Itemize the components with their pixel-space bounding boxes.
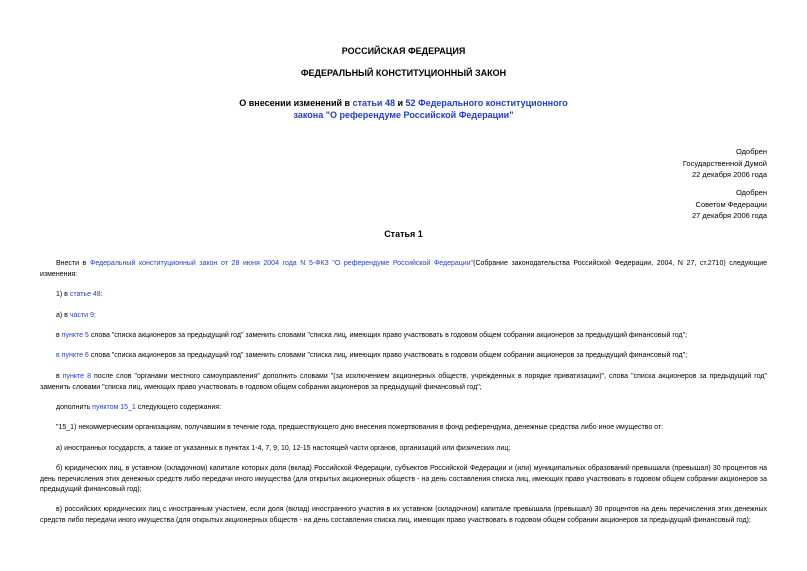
link-point-6[interactable]: в пункте 6 xyxy=(56,352,89,359)
approval-council-line1: Одобрен xyxy=(736,188,767,197)
p4-pre: в xyxy=(56,332,62,339)
link-point-8[interactable]: пункте 8 xyxy=(62,373,91,380)
p4-post: слова "списка акционеров за предыдущий год" заменить словами "списка лиц, имеющих право участвовать в годовом общем собрании акционеров за предыдущий финансовый год"; xyxy=(88,332,688,339)
law-title xyxy=(0,97,807,121)
p5-post: слова "списка акционеров за предыдущий год" заменить словами "списка лиц, имеющих право участвовать в годовом общем собрании акционеров за предыдущий финансовый год"; xyxy=(88,352,688,359)
p7-pre: дополнить xyxy=(56,404,93,411)
country-heading: РОССИЙСКАЯ ФЕДЕРАЦИЯ xyxy=(341,46,466,56)
title-prefix: О внесении изменений в xyxy=(239,98,353,108)
paragraph-item-1 xyxy=(40,290,767,301)
title-mid: и xyxy=(394,98,406,108)
link-part-9[interactable]: части 9 xyxy=(69,312,94,319)
paragraph-point-8 xyxy=(40,372,767,393)
approval-council-line2: Советом Федерации xyxy=(695,199,767,209)
p7-post: следующего содержания: xyxy=(135,404,222,411)
link-point-15-1[interactable]: пунктом 15_1 xyxy=(92,404,136,411)
p3-pre: а) в xyxy=(56,312,70,319)
paragraph-point-6 xyxy=(40,351,767,362)
p1-pre: Внести в xyxy=(56,260,90,267)
paragraph-point-5 xyxy=(40,331,767,342)
approval-duma xyxy=(683,146,767,181)
p6-post: после слов "органами местного самоуправления" дополнить словами "(за исключением акционерных обществ, учрежденных в порядке приватизации)", слова "списка акционеров за предыдущий год" заменить словами "списка лиц, имеющих право участвовать в годовом общем собрании акционеров за предыдущий финансовый год"; xyxy=(40,373,768,391)
link-articles-48[interactable]: статьи 48 xyxy=(352,98,395,108)
approval-duma-date: 22 декабря 2006 года xyxy=(691,170,767,179)
link-article-48[interactable]: статье 48 xyxy=(69,291,101,298)
p2-post: : xyxy=(100,291,103,298)
p3-post: : xyxy=(93,312,96,319)
link-law-5fkz[interactable]: Федеральный конституционный закон от 28 июня 2004 года N 5-ФКЗ "О референдуме Российской Федерации" xyxy=(90,260,474,267)
paragraph-intro xyxy=(40,259,767,280)
paragraph-sub-a: а) иностранных государств, а также от указанных в пунктах 1-4, 7, 9, 10, 12-15 настоящей части органов, организаций или физических лиц; xyxy=(56,445,511,452)
paragraph-sub-v: в) российских юридических лиц с иностранным участием, если доля (вклад) иностранного участия в их уставном (складочном) капитале превышала (превышал) 30 процентов на день перечисления этих денежных средств либо передачи иного имущества (для открытых акционерных обществ - на день составления списка лиц, имеющих право участвовать в годовом общем собрании акционеров за предыдущий финансовый год); xyxy=(40,506,767,524)
approval-council xyxy=(692,187,767,222)
law-type-heading: ФЕДЕРАЛЬНЫЙ КОНСТИТУЦИОННЫЙ ЗАКОН xyxy=(300,68,507,78)
link-article-52[interactable]: 52 Федерального конституционного xyxy=(405,98,568,108)
paragraph-item-a xyxy=(40,311,767,322)
link-point-5[interactable]: пункте 5 xyxy=(61,332,89,339)
p6-pre: в xyxy=(56,373,63,380)
approval-duma-line1: Одобрен xyxy=(736,147,767,156)
approval-duma-line2: Государственной Думой xyxy=(682,158,767,168)
p1-post: (Собрание законодательства Российской Федерации, 2004, N 27, ст.2710) следующие изменения: xyxy=(40,260,768,278)
paragraph-15-1: "15_1) некоммерческим организациям, получавшим в течение года, предшествующего дню внесения пожертвования в фонд референдума, денежные средства либо иное имущество от: xyxy=(56,424,664,431)
link-law-title-line2[interactable]: закона "О референдуме Российской Федерации" xyxy=(293,110,514,120)
paragraph-sub-b: б) юридических лиц, в уставном (складочном) капитале которых доля (вклад) Российской Федерации, субъектов Российской Федерации и (или) муниципальных образований превышала (превышал) 30 процентов на день перечисления этих денежных средств либо передачи иного имущества (для открытых акционерных обществ - на день составления списка лиц, имеющих право участвовать в годовом общем собрании акционеров за предыдущий финансовый год); xyxy=(40,465,767,493)
approval-council-date: 27 декабря 2006 года xyxy=(691,211,767,220)
article-heading: Статья 1 xyxy=(384,229,423,239)
p2-pre: 1) в xyxy=(56,291,70,298)
paragraph-add-point xyxy=(40,403,767,414)
